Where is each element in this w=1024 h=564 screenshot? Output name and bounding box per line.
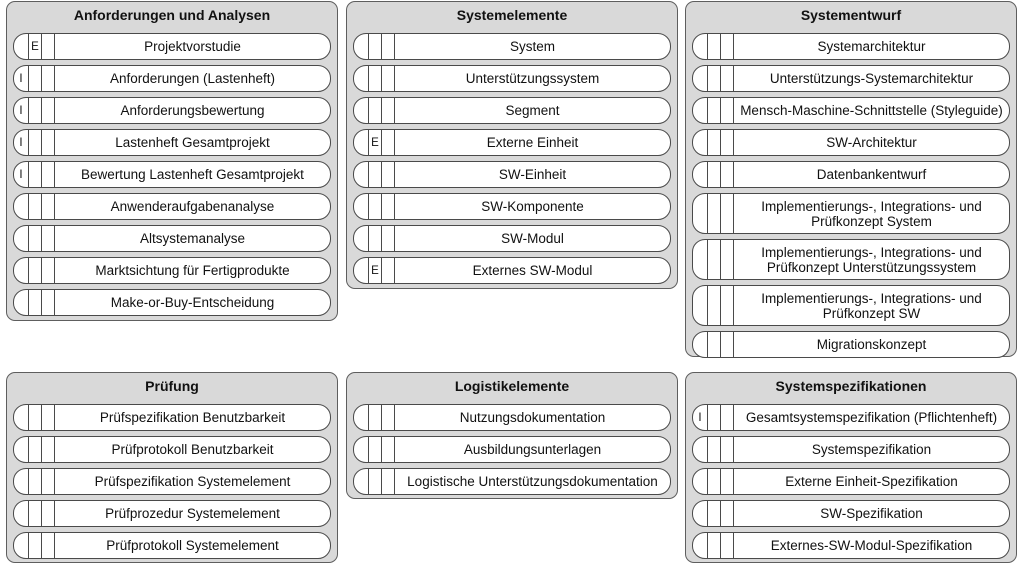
group-systemelemente xyxy=(346,1,678,289)
cell-1 xyxy=(14,501,29,526)
cell-1 xyxy=(693,130,708,155)
item-label: Externes SW-Modul xyxy=(472,263,593,278)
product-item[interactable] xyxy=(692,193,1010,234)
item-label: Externes-SW-Modul-Spezifikation xyxy=(770,538,973,553)
cell-2 xyxy=(369,194,382,219)
item-label: Segment xyxy=(505,103,560,118)
cell-2 xyxy=(369,226,382,251)
product-item[interactable] xyxy=(13,289,331,316)
product-item[interactable] xyxy=(692,129,1010,156)
cell-1 xyxy=(354,162,369,187)
item-label: Unterstützungssystem xyxy=(465,71,600,86)
cell-2 xyxy=(708,469,721,494)
cell-3 xyxy=(382,130,395,155)
cell-1: I xyxy=(14,162,29,187)
cell-1 xyxy=(354,437,369,462)
cell-2 xyxy=(29,437,42,462)
product-item[interactable] xyxy=(692,239,1010,280)
item-label: Prüfspezifikation Systemelement xyxy=(94,474,291,489)
cell-3 xyxy=(382,405,395,430)
cell-2 xyxy=(708,501,721,526)
item-label: Marktsichtung für Fertigprodukte xyxy=(95,263,290,278)
product-item[interactable] xyxy=(13,468,331,495)
product-item[interactable] xyxy=(353,193,671,220)
cell-3 xyxy=(382,34,395,59)
item-label: SW-Architektur xyxy=(826,135,917,150)
product-item[interactable] xyxy=(692,161,1010,188)
cell-1 xyxy=(14,533,29,558)
cell-2 xyxy=(708,405,721,430)
item-label: Bewertung Lastenheft Gesamtprojekt xyxy=(81,167,304,182)
cell-3 xyxy=(721,162,734,187)
cell-2 xyxy=(29,533,42,558)
product-item[interactable] xyxy=(353,65,671,92)
cell-1: I xyxy=(14,130,29,155)
product-item[interactable] xyxy=(353,225,671,252)
item-label: Datenbankentwurf xyxy=(816,167,927,182)
product-item[interactable] xyxy=(692,500,1010,527)
cell-2 xyxy=(29,194,42,219)
cell-2 xyxy=(29,66,42,91)
cell-1 xyxy=(693,194,708,233)
cell-2: E xyxy=(29,34,42,59)
cell-3 xyxy=(42,258,55,283)
product-item[interactable] xyxy=(353,257,671,284)
cell-3 xyxy=(382,226,395,251)
item-label: Prüfprotokoll Systemelement xyxy=(106,538,279,553)
cell-1 xyxy=(693,66,708,91)
cell-2 xyxy=(29,226,42,251)
cell-2 xyxy=(29,130,42,155)
cell-3 xyxy=(721,286,734,325)
product-item[interactable] xyxy=(13,257,331,284)
product-item[interactable] xyxy=(353,436,671,463)
product-item[interactable] xyxy=(13,161,331,188)
cell-3 xyxy=(721,130,734,155)
cell-2 xyxy=(708,194,721,233)
cell-1 xyxy=(693,162,708,187)
cell-3 xyxy=(721,437,734,462)
group-title: Logistikelemente xyxy=(454,378,570,394)
cell-1 xyxy=(354,66,369,91)
group-title: Systemspezifikationen xyxy=(775,378,927,394)
cell-1 xyxy=(354,98,369,123)
cell-2 xyxy=(369,98,382,123)
product-item[interactable] xyxy=(13,65,331,92)
item-label: Systemspezifikation xyxy=(811,442,932,457)
product-item[interactable] xyxy=(13,532,331,559)
item-label: Unterstützungs-Systemarchitektur xyxy=(769,71,974,86)
cell-3 xyxy=(42,226,55,251)
item-label: Gesamtsystemspezifikation (Pflichtenheft) xyxy=(745,410,998,425)
cell-3 xyxy=(42,162,55,187)
cell-1 xyxy=(354,34,369,59)
cell-3 xyxy=(721,405,734,430)
item-label: Implementierungs-, Integrations- und Prüfkonzept SW xyxy=(761,290,982,321)
product-item[interactable] xyxy=(353,97,671,124)
item-label: System xyxy=(509,39,555,54)
item-label: Logistische Unterstützungsdokumentation xyxy=(407,474,658,489)
group-systementwurf xyxy=(685,1,1017,357)
cell-2 xyxy=(29,469,42,494)
group-title: Systemelemente xyxy=(456,7,568,23)
product-item[interactable] xyxy=(13,404,331,431)
cell-3 xyxy=(721,533,734,558)
item-label: Anforderungsbewertung xyxy=(120,103,265,118)
product-item[interactable] xyxy=(692,468,1010,495)
cell-1 xyxy=(354,469,369,494)
cell-1 xyxy=(14,405,29,430)
cell-1 xyxy=(693,286,708,325)
group-systemspezifikationen xyxy=(685,372,1017,563)
cell-2 xyxy=(708,66,721,91)
cell-3 xyxy=(42,34,55,59)
cell-2 xyxy=(708,240,721,279)
cell-3 xyxy=(382,98,395,123)
cell-1 xyxy=(693,469,708,494)
cell-3 xyxy=(721,194,734,233)
cell-3 xyxy=(42,501,55,526)
product-item[interactable] xyxy=(692,532,1010,559)
cell-1: I xyxy=(14,98,29,123)
item-label: Projektvorstudie xyxy=(144,39,241,54)
cell-2 xyxy=(369,437,382,462)
cell-1 xyxy=(14,194,29,219)
item-label: Externe Einheit-Spezifikation xyxy=(785,474,958,489)
cell-3 xyxy=(42,130,55,155)
cell-3 xyxy=(42,437,55,462)
cell-2 xyxy=(369,34,382,59)
group-title: Systementwurf xyxy=(800,7,902,23)
cell-3 xyxy=(382,162,395,187)
item-label: Lastenheft Gesamtprojekt xyxy=(115,135,270,150)
item-label: Make-or-Buy-Entscheidung xyxy=(110,295,275,310)
cell-3 xyxy=(42,66,55,91)
cell-2 xyxy=(708,286,721,325)
cell-1 xyxy=(354,194,369,219)
cell-3 xyxy=(382,437,395,462)
cell-1 xyxy=(14,34,29,59)
cell-1: I xyxy=(14,66,29,91)
group-logistikelemente xyxy=(346,372,678,499)
cell-2 xyxy=(708,130,721,155)
product-item[interactable] xyxy=(13,33,331,60)
cell-2 xyxy=(708,34,721,59)
cell-3 xyxy=(721,332,734,357)
product-item[interactable] xyxy=(353,161,671,188)
product-item[interactable] xyxy=(353,33,671,60)
product-item[interactable] xyxy=(353,468,671,495)
cell-1 xyxy=(693,437,708,462)
product-item[interactable] xyxy=(692,436,1010,463)
cell-2 xyxy=(29,162,42,187)
cell-2 xyxy=(29,290,42,315)
cell-3 xyxy=(382,258,395,283)
product-item[interactable] xyxy=(13,436,331,463)
item-label: Ausbildungsunterlagen xyxy=(463,442,602,457)
cell-2: E xyxy=(369,258,382,283)
cell-1: I xyxy=(693,405,708,430)
cell-3 xyxy=(721,34,734,59)
cell-3 xyxy=(721,469,734,494)
cell-2 xyxy=(29,405,42,430)
item-label: Anwenderaufgabenanalyse xyxy=(110,199,275,214)
cell-2 xyxy=(708,162,721,187)
item-label: SW-Komponente xyxy=(481,199,584,214)
product-item[interactable] xyxy=(692,33,1010,60)
cell-1 xyxy=(354,226,369,251)
product-item[interactable] xyxy=(692,97,1010,124)
item-label: Implementierungs-, Integrations- und Prüfkonzept Unterstützungssystem xyxy=(761,244,982,275)
cell-2 xyxy=(29,501,42,526)
product-item[interactable] xyxy=(353,404,671,431)
product-item[interactable] xyxy=(13,97,331,124)
cell-3 xyxy=(42,533,55,558)
cell-2 xyxy=(708,332,721,357)
product-item[interactable] xyxy=(13,500,331,527)
cell-2 xyxy=(708,533,721,558)
item-label: Prüfprozedur Systemelement xyxy=(105,506,280,521)
item-label: Altsystemanalyse xyxy=(139,231,246,246)
item-label: Nutzungsdokumentation xyxy=(459,410,606,425)
cell-1 xyxy=(354,130,369,155)
product-item[interactable] xyxy=(692,331,1010,358)
cell-2 xyxy=(29,258,42,283)
item-label: SW-Einheit xyxy=(498,167,567,182)
cell-2 xyxy=(708,98,721,123)
cell-2 xyxy=(369,66,382,91)
product-item[interactable] xyxy=(692,404,1010,431)
product-item[interactable] xyxy=(13,225,331,252)
cell-1 xyxy=(693,34,708,59)
product-item[interactable] xyxy=(692,65,1010,92)
item-label: Prüfspezifikation Benutzbarkeit xyxy=(99,410,286,425)
product-item[interactable] xyxy=(692,285,1010,326)
product-item[interactable] xyxy=(353,129,671,156)
cell-1 xyxy=(354,405,369,430)
cell-1 xyxy=(693,501,708,526)
cell-3 xyxy=(42,405,55,430)
item-label: SW-Modul xyxy=(501,231,564,246)
cell-2 xyxy=(369,469,382,494)
cell-3 xyxy=(382,194,395,219)
cell-3 xyxy=(721,501,734,526)
cell-1 xyxy=(693,98,708,123)
cell-1 xyxy=(14,437,29,462)
cell-3 xyxy=(721,240,734,279)
cell-1 xyxy=(14,469,29,494)
item-label: Implementierungs-, Integrations- und Prüfkonzept System xyxy=(761,198,982,229)
group-pruefung xyxy=(6,372,338,563)
cell-3 xyxy=(382,469,395,494)
cell-1 xyxy=(354,258,369,283)
cell-1 xyxy=(14,290,29,315)
group-anforderungen-und-analysen xyxy=(6,1,338,321)
item-label: Prüfprotokoll Benutzbarkeit xyxy=(111,442,274,457)
product-item[interactable] xyxy=(13,129,331,156)
cell-1 xyxy=(14,258,29,283)
cell-1 xyxy=(693,533,708,558)
item-label: Systemarchitektur xyxy=(817,39,926,54)
item-label: Mensch-Maschine-Schnittstelle (Styleguide) xyxy=(740,103,1003,118)
cell-3 xyxy=(42,194,55,219)
cell-1 xyxy=(14,226,29,251)
cell-3 xyxy=(721,98,734,123)
cell-3 xyxy=(42,98,55,123)
cell-2 xyxy=(369,405,382,430)
item-label: Externe Einheit xyxy=(486,135,579,150)
cell-2 xyxy=(369,162,382,187)
item-label: Anforderungen (Lastenheft) xyxy=(109,71,276,86)
cell-2: E xyxy=(369,130,382,155)
cell-3 xyxy=(42,469,55,494)
cell-2 xyxy=(29,98,42,123)
cell-3 xyxy=(721,66,734,91)
cell-1 xyxy=(693,332,708,357)
group-title: Prüfung xyxy=(145,378,199,394)
cell-2 xyxy=(708,437,721,462)
product-item[interactable] xyxy=(13,193,331,220)
item-label: Migrationskonzept xyxy=(816,337,927,352)
cell-1 xyxy=(693,240,708,279)
group-title: Anforderungen und Analysen xyxy=(73,7,271,23)
item-label: SW-Spezifikation xyxy=(820,506,923,521)
cell-3 xyxy=(382,66,395,91)
cell-3 xyxy=(42,290,55,315)
